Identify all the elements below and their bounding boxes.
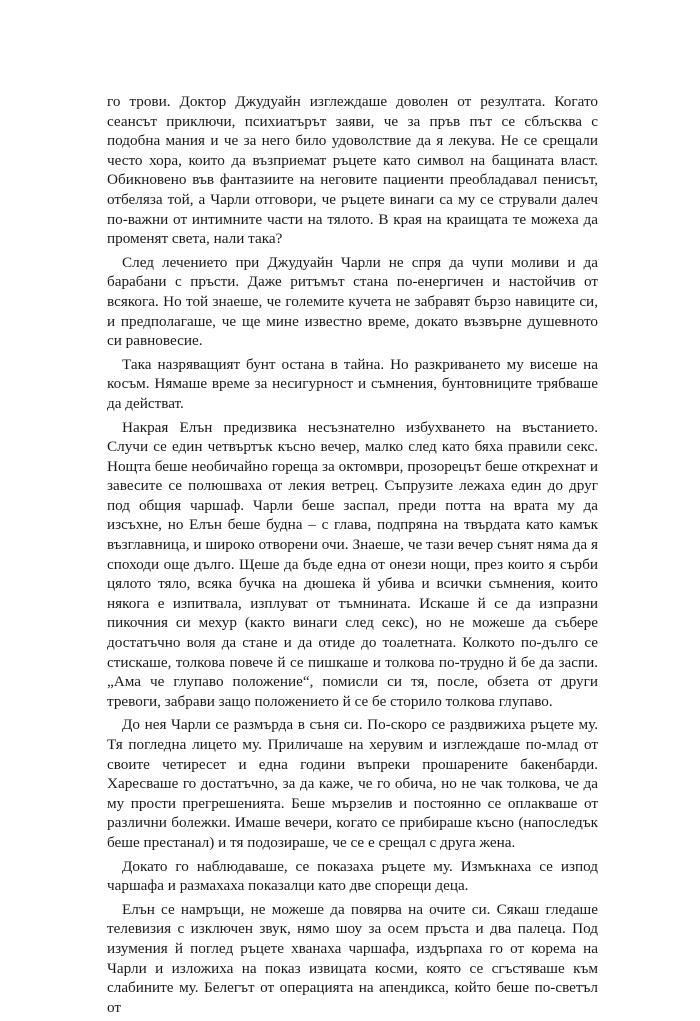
paragraph: До нея Чарли се размърда в съня си. По-скоро се раздвижиха ръцете му. Тя погледна лицето му. Приличаше на херувим и изглеждаше по-млад от своите четиресет и една години въпреки прошарените бакенбарди. Харесваше го достатъчно, за да каже, че го обича, но не чак толкова, че да му прости прегрешенията. Беше мързелив и постоянно се оплакваше от различни болежки. Имаше вечери, когато се прибираше късно (напоследък беше престанал) и тя подозираше, че се е срещал с друга жена.	[107, 716, 598, 851]
paragraph: Елън се намръщи, не можеше да повярва на очите си. Сякаш гледаше телевизия с изключен звук, нямо шоу за осем пръста и два палеца. Под изумения й поглед ръцете хванаха чаршафа, издърпаха го от корема на Чарли и изложиха на показ извицата косми, която се сгъстяваше към слабините му. Белегът от операцията на апендикса, който беше по-светъл от	[107, 900, 598, 1016]
book-page	[107, 92, 598, 1021]
paragraph: След лечението при Джудуайн Чарли не спря да чупи моливи и да барабани с пръсти. Даже ритъмът стана по-енергичен и настойчив от всякога. Но той знаеше, че големите кучета не забравят бързо навиците си, и предполагаше, че ще мине известно време, докато възвърне душевното си равновесие.	[107, 253, 598, 350]
paragraph: Накрая Елън предизвика несъзнателно избухването на въстанието. Случи се един четвъртък късно вечер, малко след като бяха правили секс. Нощта беше необичайно гореща за октомври, прозорецът беше открехнат и завесите се полюшваха от лекия ветрец. Съпрузите лежаха един до друг под общия чаршаф. Чарли беше заспал, преди потта на врата му да изсъхне, но Елън беше будна – с глава, подпряна на твърдата като камък възглавница, и широко отворени очи. Знаеше, че тази вечер сънят няма да я споходи още дълго. Щеше да бъде една от онези нощи, през които я сърби цялото тяло, всяка бучка на дюшека й убива и всички съмнения, които някога е изпитвала, изплуват от тъмнината. Искаше й се да изпразни пикочния си мехур (както винаги след секс), но не можеше да събере достатъчно воля да стане и да отиде до тоалетната. Колкото по-дълго се стискаше, толкова повече й се пишкаше и толкова по-трудно й бе да заспи. „Ама че глупаво положение“, помисли си тя, после, обзета от други тревоги, забрави защо положението й се бе сторило толкова глупаво.	[107, 418, 598, 710]
paragraph: Така назряващият бунт остана в тайна. Но разкриването му висеше на косъм. Нямаше време за несигурност и съмнения, бунтовниците трябваше да действат.	[107, 355, 598, 412]
paragraph: го трови. Доктор Джудуайн изглеждаше доволен от резултата. Когато сеансът приключи, психиатърът заяви, че за пръв път се сблъсква с подобна мания и че за него било удоволствие да я лекува. Не се срещали често хора, които да възприемат ръцете като символ на бащината власт. Обикновено във фантазиите на неговите пациенти преобладавал пенисът, отбеляза той, а Чарли отговори, че ръцете винаги са му се стрували далеч по-важни от интимните части на тялото. В края на краищата те можеха да променят света, нали така?	[107, 93, 598, 248]
paragraph: Докато го наблюдаваше, се показаха ръцете му. Измъкнаха се изпод чаршафа и размахаха показалци като две спорещи деца.	[107, 857, 598, 895]
